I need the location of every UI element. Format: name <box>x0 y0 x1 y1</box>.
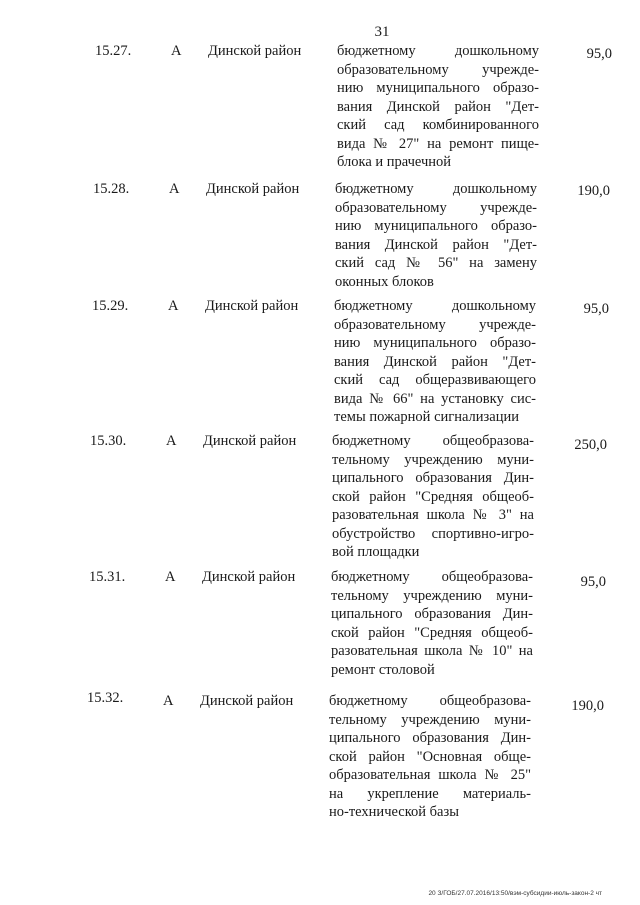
description-line: вида № 27" на ремонт пище- <box>337 135 539 152</box>
description-line: нию муниципального образо- <box>335 218 537 234</box>
row-number: 15.27. <box>95 43 132 59</box>
description-line: но-технической базы <box>329 804 459 820</box>
description-line: разовательная школа № 3" на <box>332 507 534 523</box>
row-category: А <box>171 43 182 59</box>
description-line: темы пожарной сигнализации <box>334 409 519 425</box>
description-line: блока и прачечной <box>337 154 452 170</box>
description-line: нию муниципального образо- <box>337 80 539 96</box>
row-category: А <box>166 433 177 449</box>
row-number: 15.32. <box>87 690 124 706</box>
description-line: вания Динской район "Дет- <box>334 353 536 370</box>
description-line: оконных блоков <box>335 273 434 290</box>
row-category: А <box>163 693 174 709</box>
row-description <box>334 297 536 427</box>
row-number: 15.28. <box>93 181 130 197</box>
description-line: образовательному учрежде- <box>335 199 537 216</box>
description-line: ципального образования Дин- <box>332 470 534 486</box>
description-line: нию муниципального образо- <box>334 335 536 351</box>
page-number: 31 <box>374 24 390 40</box>
row-district: Динской район <box>203 433 297 449</box>
description-line: на укрепление материаль- <box>329 785 531 802</box>
description-line: ский сад общеразвивающего <box>334 372 536 388</box>
description-line: вида № 66" на установку сис- <box>334 390 536 407</box>
row-district: Динской район <box>206 181 300 197</box>
description-line: разовательная школа № 10" на <box>331 643 533 659</box>
description-line: вания Динской район "Дет- <box>337 98 539 115</box>
row-number: 15.30. <box>90 433 127 449</box>
description-line: вой площадки <box>332 544 420 560</box>
row-description <box>337 42 539 172</box>
row-description <box>331 568 533 679</box>
row-district: Динской район <box>208 43 302 59</box>
description-line: ципального образования Дин- <box>329 730 531 746</box>
description-line: вания Динской район "Дет- <box>335 236 537 253</box>
description-line: бюджетному общеобразова- <box>329 693 531 709</box>
footer-reference: 20 З/ГОБ/27.07.2016/13:50/вэм-субсидии-июль-закон-2 чт <box>428 890 602 897</box>
description-line: бюджетному общеобразова- <box>331 569 533 585</box>
row-amount: 95,0 <box>586 46 612 62</box>
description-line: ской район "Средняя общеоб- <box>332 488 534 505</box>
row-amount: 95,0 <box>583 301 609 317</box>
row-amount: 190,0 <box>577 183 610 199</box>
description-line: образовательному учрежде- <box>334 316 536 333</box>
description-line: обустройство спортивно-игро- <box>332 525 534 542</box>
row-number: 15.29. <box>92 298 129 314</box>
description-line: бюджетному дошкольному <box>334 298 536 314</box>
row-description <box>329 692 531 822</box>
row-district: Динской район <box>202 569 296 585</box>
row-district: Динской район <box>200 693 294 709</box>
description-line: ской район "Средняя общеоб- <box>331 624 533 641</box>
description-line: ской район "Основная обще- <box>329 748 531 765</box>
description-line: тельному учреждению муни- <box>332 451 534 468</box>
description-line: ский сад комбинированного <box>337 117 539 133</box>
description-line: тельному учреждению муни- <box>331 587 533 604</box>
row-number: 15.31. <box>89 569 126 585</box>
row-category: А <box>168 298 179 314</box>
row-description <box>332 432 534 562</box>
description-line: бюджетному общеобразова- <box>332 433 534 449</box>
description-line: ский сад № 56" на замену <box>335 255 537 271</box>
description-line: образовательному учрежде- <box>337 61 539 78</box>
row-amount: 190,0 <box>571 698 604 714</box>
description-line: ципального образования Дин- <box>331 606 533 622</box>
row-amount: 95,0 <box>580 574 606 590</box>
row-category: А <box>165 569 176 585</box>
description-line: бюджетному дошкольному <box>335 181 537 197</box>
row-category: А <box>169 181 180 197</box>
description-line: ремонт столовой <box>331 661 435 678</box>
description-line: бюджетному дошкольному <box>337 43 539 59</box>
description-line: образовательная школа № 25" <box>329 767 531 783</box>
description-line: тельному учреждению муни- <box>329 711 531 728</box>
row-amount: 250,0 <box>574 437 607 453</box>
row-district: Динской район <box>205 298 299 314</box>
row-description <box>335 180 537 291</box>
